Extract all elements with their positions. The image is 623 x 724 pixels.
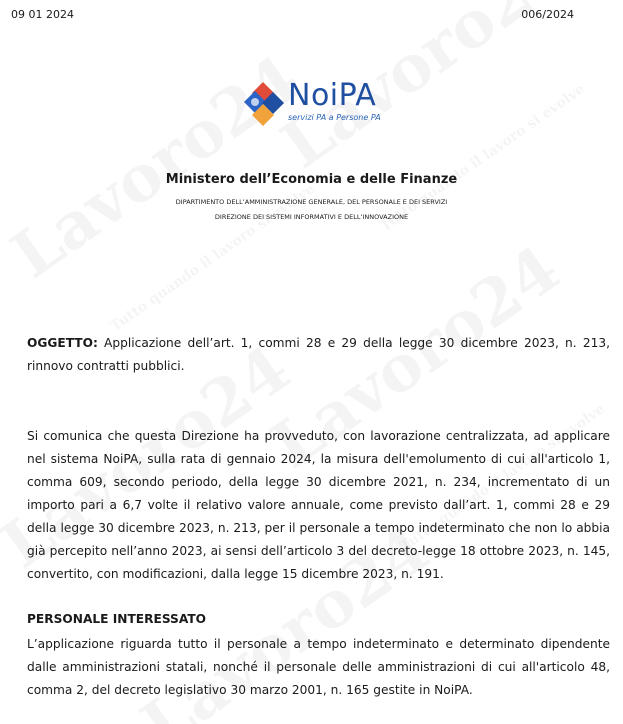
subject-text: Applicazione dell’art. 1, commi 28 e 29 della legge 30 dicembre 2023, n. 213, rinnovo contratti pubblici. [27, 336, 610, 373]
logo-tagline: servizi PA a Persone PA [288, 113, 381, 122]
section-heading: PERSONALE INTERESSATO [27, 612, 206, 626]
section-paragraph: L’applicazione riguarda tutto il personale a tempo indeterminato e determinato dipendente dalle amministrazioni statali, nonché il personale delle amministrazioni di cui all'articolo 48, comma 2, del decreto legislativo 30 marzo 2001, n. 165 gestite in NoiPA. [27, 637, 610, 697]
department-name: DIPARTIMENTO DELL’AMMINISTRAZIONE GENERALE, DEL PERSONALE E DEI SERVIZI [175, 198, 448, 206]
body-paragraph: Si comunica che questa Direzione ha provveduto, con lavorazione centralizzata, ad applicare nel sistema NoiPA, sulla rata di gennaio 2024, la misura dell'emolumento di cui all'articolo 1, comma 609, secondo periodo, della legge 30 dicembre 2021, n. 234, incrementato di un importo pari a 6,7 volte il relativo valore annuale, come previsto dall’art. 1, commi 28 e 29 della legge 30 dicembre 2023, n. 213, per il personale a tempo indeterminato che non lo abbia già percepito nell’anno 2023, ai sensi dell’articolo 3 del decreto-legge 18 ottobre 2023, n. 145, convertito, con modificazioni, dalla legge 15 dicembre 2023, n. 191. [27, 429, 610, 581]
document-date: 09 01 2024 [11, 8, 74, 21]
subject-label: OGGETTO: [27, 336, 98, 350]
noipa-logo [240, 78, 400, 128]
watermark-slogan [378, 81, 588, 235]
logo-wordmark: NoiPA [288, 78, 377, 113]
subject-paragraph [27, 332, 610, 378]
noipa-logo-icon [240, 80, 286, 126]
ministry-title: Ministero dell’Economia e delle Finanze [165, 172, 458, 187]
document-number: 006/2024 [521, 8, 574, 21]
directorate-name: DIREZIONE DEI SISTEMI INFORMATIVI E DELL’INNOVAZIONE [214, 213, 409, 221]
